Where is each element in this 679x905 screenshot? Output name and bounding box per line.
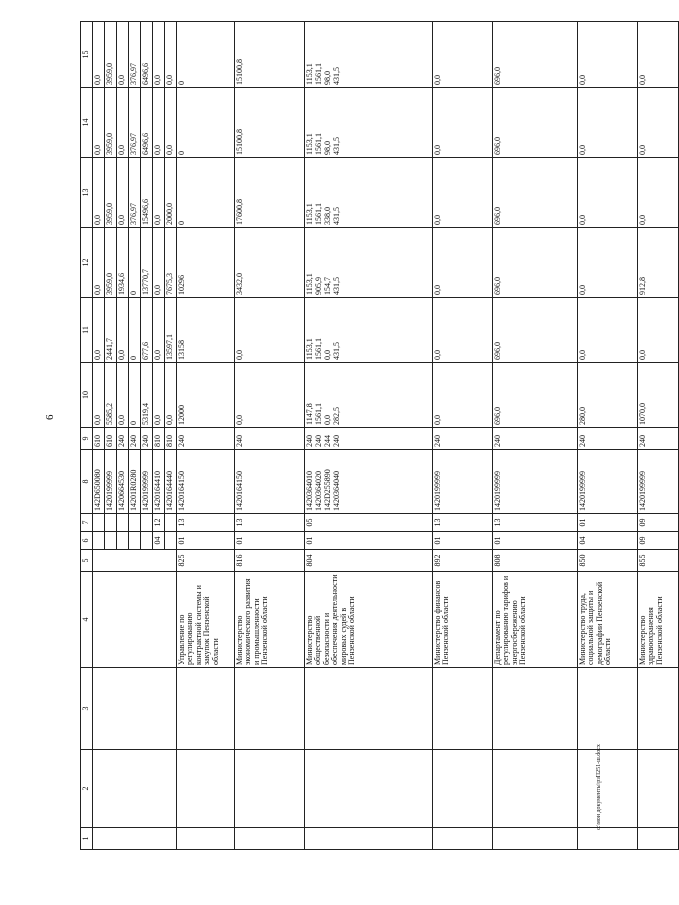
cell-c10: 0,0 <box>93 363 105 428</box>
cell-value: 1420199999 <box>433 471 442 511</box>
cell-c8 <box>493 450 578 514</box>
cell-c9 <box>305 428 433 450</box>
empty-cell <box>305 828 433 850</box>
cell-c8: 14201R0280 <box>129 450 141 514</box>
org-block-row <box>433 22 493 850</box>
cell-value: 240 <box>433 435 442 447</box>
cell-c12 <box>433 228 493 298</box>
empty-cell <box>578 750 638 828</box>
empty-cell <box>493 668 578 750</box>
cell-c9: 810 <box>153 428 165 450</box>
cell-c12: 3959,0 <box>105 228 117 298</box>
cell-c12 <box>578 228 638 298</box>
cell-c15 <box>177 22 235 88</box>
cell-c8 <box>305 450 433 514</box>
column-number-header: 11 <box>81 298 93 363</box>
cell-c9: 240 <box>141 428 153 450</box>
empty-cell <box>93 572 177 668</box>
cell-c7: 05 <box>305 514 433 532</box>
column-number-header: 10 <box>81 363 93 428</box>
cell-value: 0,0 <box>433 285 442 295</box>
cell-c8: 1420664530 <box>117 450 129 514</box>
cell-c13: 2000,0 <box>165 158 177 228</box>
cell-c6: 04 <box>153 532 165 550</box>
page-number: 6 <box>44 414 56 420</box>
column-number-header: 9 <box>81 428 93 450</box>
column-number-header: 15 <box>81 22 93 88</box>
cell-value: 0,0 <box>578 285 587 295</box>
cell-c6 <box>93 532 105 550</box>
organization-name: Министерство финансов Пензенской области <box>433 572 493 668</box>
empty-cell <box>235 828 305 850</box>
cell-c15 <box>638 22 679 88</box>
org-block-row <box>177 22 235 850</box>
cell-c7 <box>141 514 153 532</box>
cell-c12: 1934,6 <box>117 228 129 298</box>
cell-c14 <box>235 88 305 158</box>
cell-c11: 0,0 <box>93 298 105 363</box>
cell-value: 0 <box>177 81 186 85</box>
cell-c7: 13 <box>177 514 235 532</box>
org-block-row <box>493 22 578 850</box>
column-number-header: 7 <box>81 514 93 532</box>
cell-value: 1420364040 <box>332 471 341 511</box>
cell-c5: 850 <box>578 550 638 572</box>
organization-name: Министерство общественной безопасности и обеспечения деятельности мировых судей в Пензенской области <box>305 572 433 668</box>
cell-c10: 5585,2 <box>105 363 117 428</box>
cell-c6: 04 <box>578 532 638 550</box>
column-number-header: 8 <box>81 450 93 514</box>
cell-c7 <box>165 514 177 532</box>
cell-c6 <box>129 532 141 550</box>
cell-value: 1420364020 <box>314 471 323 511</box>
cell-value: 905,9 <box>314 277 323 295</box>
cell-c6: 01 <box>493 532 578 550</box>
cell-c13 <box>177 158 235 228</box>
cell-c11: 2441,7 <box>105 298 117 363</box>
cell-c12 <box>638 228 679 298</box>
footer-path: c:\мои документы\рзП251-ш.docx <box>596 744 602 830</box>
cell-value: 1420199999 <box>578 471 587 511</box>
cell-c12: 0 <box>129 228 141 298</box>
org-block-row <box>305 22 433 850</box>
cell-c13 <box>433 158 493 228</box>
cell-c9 <box>433 428 493 450</box>
cell-value: 0,0 <box>433 215 442 225</box>
cell-c8: 1420199999 <box>141 450 153 514</box>
cell-value: 244 <box>323 435 332 447</box>
cell-c12 <box>235 228 305 298</box>
cell-value: 142D255890 <box>323 469 332 511</box>
cell-value: 1420199999 <box>493 471 502 511</box>
cell-c6 <box>105 532 117 550</box>
cell-c9 <box>493 428 578 450</box>
empty-cell <box>235 668 305 750</box>
cell-c6: 09 <box>638 532 679 550</box>
cell-c12 <box>177 228 235 298</box>
cell-c10: 0,0 <box>153 363 165 428</box>
cell-value: 0,0 <box>638 350 647 360</box>
column-number-header: 12 <box>81 228 93 298</box>
org-block-row <box>578 22 638 850</box>
column-number-header: 13 <box>81 158 93 228</box>
cell-value: 282,5 <box>332 407 341 425</box>
empty-cell <box>433 750 493 828</box>
cell-c9: 610 <box>105 428 117 450</box>
cell-c11 <box>235 298 305 363</box>
cell-c13: 376,97 <box>129 158 141 228</box>
column-number-header: 1 <box>81 828 93 850</box>
cell-c13 <box>578 158 638 228</box>
cell-c5: 892 <box>433 550 493 572</box>
cell-c6: 01 <box>305 532 433 550</box>
cell-value: 1147,8 <box>305 403 314 425</box>
cell-value: 15100,8 <box>235 129 244 155</box>
column-number-header: 3 <box>81 668 93 750</box>
cell-c14: 0,0 <box>153 88 165 158</box>
cell-c15: 376,97 <box>129 22 141 88</box>
cell-c5: 855 <box>638 550 679 572</box>
cell-c6: 01 <box>235 532 305 550</box>
cell-c14: 0,0 <box>93 88 105 158</box>
cell-value: 240 <box>177 435 186 447</box>
cell-value: 0 <box>177 221 186 225</box>
organization-name: Управление по регулированию контрактной системы и закупок Пензенской области <box>177 572 235 668</box>
cell-value: 1153,1 <box>305 63 314 85</box>
cell-value: 0,0 <box>638 215 647 225</box>
cell-value: 0,0 <box>638 145 647 155</box>
cell-c11: 0,0 <box>117 298 129 363</box>
cell-c10 <box>235 363 305 428</box>
empty-cell <box>93 828 177 850</box>
cell-c5: 808 <box>493 550 578 572</box>
cell-value: 280,0 <box>578 407 587 425</box>
cell-c12 <box>493 228 578 298</box>
cell-c7: 13 <box>493 514 578 532</box>
cell-c15: 6496,6 <box>141 22 153 88</box>
cell-value: 0,0 <box>323 415 332 425</box>
cell-c7 <box>93 514 105 532</box>
cell-value: 0,0 <box>638 75 647 85</box>
cell-c10 <box>578 363 638 428</box>
cell-c10: 0 <box>129 363 141 428</box>
cell-c11 <box>638 298 679 363</box>
cell-value: 696,0 <box>493 407 502 425</box>
budget-table <box>80 21 679 850</box>
cell-c13: 15496,6 <box>141 158 153 228</box>
empty-cell <box>177 668 235 750</box>
cell-c15: 0,0 <box>93 22 105 88</box>
cell-value: 0,0 <box>433 75 442 85</box>
empty-cell <box>578 668 638 750</box>
cell-value: 0,0 <box>578 75 587 85</box>
cell-c14 <box>177 88 235 158</box>
cell-c6 <box>165 532 177 550</box>
cell-c11: 13597,1 <box>165 298 177 363</box>
cell-value: 696,0 <box>493 67 502 85</box>
cell-c10 <box>177 363 235 428</box>
cell-c10 <box>638 363 679 428</box>
cell-c11 <box>493 298 578 363</box>
cell-c11 <box>578 298 638 363</box>
cell-value: 1561,1 <box>314 203 323 225</box>
cell-value: 1561,1 <box>314 133 323 155</box>
empty-cell <box>177 828 235 850</box>
organization-name: Департамент по регулированию тарифов и энергосбережению Пензенской области <box>493 572 578 668</box>
cell-c8: 1420199999 <box>105 450 117 514</box>
cell-value: 154,7 <box>323 277 332 295</box>
cell-value: 696,0 <box>493 137 502 155</box>
cell-c15: 0,0 <box>153 22 165 88</box>
cell-value: 912,8 <box>638 277 647 295</box>
empty-cell <box>433 668 493 750</box>
cell-c14 <box>578 88 638 158</box>
cell-value: 1153,1 <box>305 133 314 155</box>
cell-c15 <box>578 22 638 88</box>
cell-c14 <box>493 88 578 158</box>
cell-c10 <box>305 363 433 428</box>
cell-c11 <box>305 298 433 363</box>
cell-c15: 3959,0 <box>105 22 117 88</box>
empty-cell <box>305 668 433 750</box>
cell-value: 1420364010 <box>305 471 314 511</box>
cell-c8 <box>177 450 235 514</box>
cell-c15 <box>493 22 578 88</box>
table-row <box>93 22 105 850</box>
cell-value: 1561,1 <box>314 338 323 360</box>
cell-c8: 1420164410 <box>153 450 165 514</box>
cell-value: 431,5 <box>332 67 341 85</box>
cell-c9 <box>638 428 679 450</box>
cell-c15: 0,0 <box>165 22 177 88</box>
cell-c14 <box>433 88 493 158</box>
cell-value: 1153,1 <box>305 203 314 225</box>
cell-c13: 0,0 <box>93 158 105 228</box>
cell-value: 0,0 <box>323 350 332 360</box>
cell-c9 <box>578 428 638 450</box>
cell-c12: 7675,3 <box>165 228 177 298</box>
cell-value: 240 <box>235 435 244 447</box>
column-number-header: 2 <box>81 750 93 828</box>
cell-c7: 01 <box>578 514 638 532</box>
cell-c13 <box>235 158 305 228</box>
cell-c12: 13770,7 <box>141 228 153 298</box>
empty-cell <box>177 750 235 828</box>
cell-c11: 0,0 <box>153 298 165 363</box>
column-number-row <box>81 22 93 850</box>
cell-c9: 240 <box>129 428 141 450</box>
column-number-header: 5 <box>81 550 93 572</box>
cell-c11 <box>433 298 493 363</box>
empty-cell <box>493 828 578 850</box>
empty-cell <box>638 828 679 850</box>
cell-value: 240 <box>493 435 502 447</box>
cell-c11: 0 <box>129 298 141 363</box>
cell-c7: 13 <box>235 514 305 532</box>
cell-c13: 0,0 <box>153 158 165 228</box>
cell-c13 <box>638 158 679 228</box>
cell-c14 <box>305 88 433 158</box>
empty-cell <box>93 550 177 572</box>
cell-value: 0,0 <box>433 350 442 360</box>
column-number-header: 4 <box>81 572 93 668</box>
cell-value: 1420164150 <box>177 471 186 511</box>
empty-cell <box>93 668 177 750</box>
cell-value: 0,0 <box>235 415 244 425</box>
cell-value: 0,0 <box>578 145 587 155</box>
cell-value: 98,0 <box>323 71 332 85</box>
cell-value: 240 <box>332 435 341 447</box>
cell-value: 3432,0 <box>235 273 244 295</box>
cell-c8 <box>433 450 493 514</box>
cell-c13: 3959,0 <box>105 158 117 228</box>
cell-value: 13158 <box>177 340 186 360</box>
cell-value: 696,0 <box>493 207 502 225</box>
cell-c8: 1420164440 <box>165 450 177 514</box>
table-body <box>93 22 679 850</box>
organization-name: Министерство труда, социальной защиты и демографии Пензенской области <box>578 572 638 668</box>
cell-c13 <box>305 158 433 228</box>
cell-value: 1070,0 <box>638 403 647 425</box>
cell-value: 0,0 <box>578 350 587 360</box>
cell-c6 <box>141 532 153 550</box>
empty-cell <box>638 750 679 828</box>
cell-value: 0,0 <box>433 415 442 425</box>
empty-cell <box>493 750 578 828</box>
cell-c10: 0,0 <box>165 363 177 428</box>
cell-c12: 0,0 <box>93 228 105 298</box>
cell-value: 98,0 <box>323 141 332 155</box>
cell-c7: 13 <box>433 514 493 532</box>
cell-c8: 142D650080 <box>93 450 105 514</box>
cell-c10 <box>433 363 493 428</box>
cell-c6: 01 <box>177 532 235 550</box>
cell-value: 1153,1 <box>305 338 314 360</box>
cell-c14: 6496,6 <box>141 88 153 158</box>
cell-c7: 12 <box>153 514 165 532</box>
cell-value: 240 <box>305 435 314 447</box>
cell-c7: 09 <box>638 514 679 532</box>
cell-c10: 5319,4 <box>141 363 153 428</box>
cell-c14 <box>638 88 679 158</box>
cell-c15: 0,0 <box>117 22 129 88</box>
organization-name: Министерство здравоохранения Пензенской области <box>638 572 679 668</box>
cell-value: 12000 <box>177 405 186 425</box>
cell-c9: 610 <box>93 428 105 450</box>
empty-cell <box>235 750 305 828</box>
cell-c11: 677,6 <box>141 298 153 363</box>
organization-name: Министерство экономического развития и промышленности Пензенской области <box>235 572 305 668</box>
cell-value: 240 <box>638 435 647 447</box>
cell-c9 <box>177 428 235 450</box>
cell-c14: 3959,0 <box>105 88 117 158</box>
cell-value: 338,0 <box>323 207 332 225</box>
cell-value: 1561,1 <box>314 63 323 85</box>
org-block-row <box>235 22 305 850</box>
cell-c8 <box>235 450 305 514</box>
cell-value: 1153,1 <box>305 273 314 295</box>
cell-c12: 0,0 <box>153 228 165 298</box>
cell-value: 0,0 <box>578 215 587 225</box>
cell-value: 1561,1 <box>314 403 323 425</box>
cell-value: 1420164150 <box>235 471 244 511</box>
cell-c12 <box>305 228 433 298</box>
cell-c9 <box>235 428 305 450</box>
cell-value: 0,0 <box>433 145 442 155</box>
cell-c7 <box>129 514 141 532</box>
cell-value: 10296 <box>177 275 186 295</box>
cell-value: 15100,8 <box>235 59 244 85</box>
cell-value: 431,5 <box>332 137 341 155</box>
empty-cell <box>93 750 177 828</box>
cell-c14: 376,97 <box>129 88 141 158</box>
empty-cell <box>433 828 493 850</box>
cell-c9: 810 <box>165 428 177 450</box>
cell-value: 696,0 <box>493 342 502 360</box>
empty-cell <box>578 828 638 850</box>
cell-c7 <box>117 514 129 532</box>
empty-cell <box>305 750 433 828</box>
org-block-row <box>638 22 679 850</box>
cell-value: 696,0 <box>493 277 502 295</box>
cell-value: 431,5 <box>332 207 341 225</box>
cell-value: 17600,8 <box>235 199 244 225</box>
cell-value: 240 <box>578 435 587 447</box>
cell-value: 431,5 <box>332 277 341 295</box>
cell-c5: 825 <box>177 550 235 572</box>
cell-c6: 01 <box>433 532 493 550</box>
cell-c9: 240 <box>117 428 129 450</box>
cell-c11 <box>177 298 235 363</box>
cell-c8 <box>578 450 638 514</box>
cell-c13: 0,0 <box>117 158 129 228</box>
cell-c13 <box>493 158 578 228</box>
cell-value: 431,5 <box>332 342 341 360</box>
cell-c5: 816 <box>235 550 305 572</box>
cell-c8 <box>638 450 679 514</box>
cell-c10: 0,0 <box>117 363 129 428</box>
cell-c15 <box>235 22 305 88</box>
empty-cell <box>638 668 679 750</box>
cell-c15 <box>433 22 493 88</box>
cell-value: 240 <box>314 435 323 447</box>
cell-c10 <box>493 363 578 428</box>
cell-c14: 0,0 <box>117 88 129 158</box>
cell-c14: 0,0 <box>165 88 177 158</box>
column-number-header: 6 <box>81 532 93 550</box>
cell-c15 <box>305 22 433 88</box>
cell-value: 1420199999 <box>638 471 647 511</box>
cell-c5: 804 <box>305 550 433 572</box>
column-number-header: 14 <box>81 88 93 158</box>
cell-c7 <box>105 514 117 532</box>
cell-value: 0,0 <box>235 350 244 360</box>
cell-value: 0 <box>177 151 186 155</box>
cell-c6 <box>117 532 129 550</box>
